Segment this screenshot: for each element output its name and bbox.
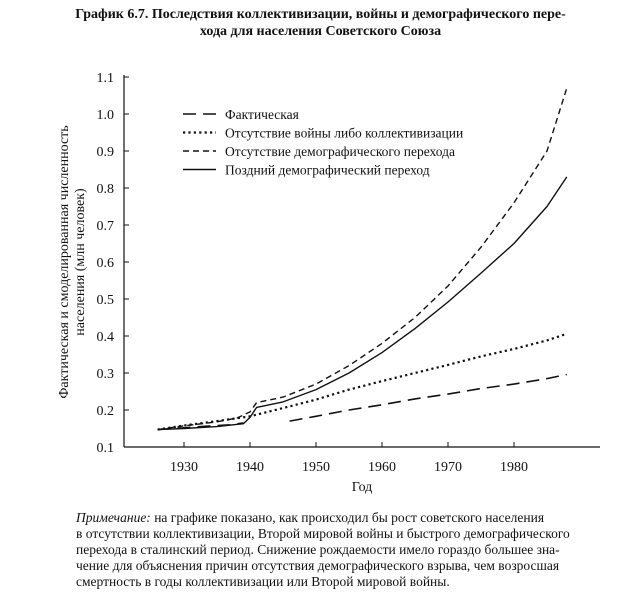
- legend-label: Отсутствие демографического перехода: [225, 144, 456, 159]
- y-tick-label: 0.6: [96, 256, 114, 271]
- y-tick-label: 1.1: [96, 71, 114, 86]
- x-tick-label: 1950: [302, 460, 330, 475]
- y-tick-label: 1.0: [96, 108, 114, 123]
- x-axis-label: Год: [351, 480, 373, 495]
- y-tick-label: 0.8: [96, 182, 114, 197]
- note-label: Примечание:: [76, 510, 151, 525]
- chart-legend: [183, 107, 463, 178]
- x-tick-label: 1930: [170, 460, 198, 475]
- x-tick-label: 1970: [434, 460, 462, 475]
- note-line-1: [76, 510, 624, 526]
- y-tick-label: 0.4: [96, 330, 114, 345]
- figure-note: [76, 510, 624, 590]
- note-line-5: смертность в годы коллективизации или Второй мировой войны.: [76, 574, 450, 589]
- y-tick-label: 0.3: [96, 367, 114, 382]
- legend-label: Поздний демографический переход: [225, 162, 430, 178]
- note-line-2: в отсутствии коллективизации, Второй мировой войны и быстрого демографического: [76, 526, 570, 541]
- y-tick-label: 0.5: [96, 293, 114, 308]
- note-line-3: перехода в сталинский период. Снижение рождаемости имело гораздо большее зна-: [76, 542, 560, 557]
- x-tick-label: 1940: [236, 460, 264, 475]
- legend-label: Фактическая: [225, 107, 299, 122]
- chart-title-line-2: хода для населения Советского Союза: [199, 24, 442, 39]
- y-axis-label-line-2: населения (млн человек): [73, 188, 88, 336]
- y-tick-label: 0.2: [96, 404, 114, 419]
- x-tick-label: 1980: [500, 460, 528, 475]
- y-tick-label: 0.1: [96, 441, 114, 456]
- y-tick-label: 0.7: [96, 219, 114, 234]
- y-axis-label-line-1: Фактическая и смоделированная численность: [57, 125, 72, 399]
- chart-title-line-1: График 6.7. Последствия коллективизации, войны и демографического пере-: [75, 7, 566, 22]
- note-line-4: чение для объяснения причин отсутствия демографического взрыва, чем возросшая: [76, 558, 560, 573]
- series-line-2: [158, 334, 567, 430]
- note-line-1-text: на графике показано, как происходил бы рост советского населения: [150, 510, 545, 525]
- y-axis-label: [57, 125, 88, 398]
- legend-label: Отсутствие войны либо коллективизации: [225, 125, 464, 141]
- y-tick-label: 0.9: [96, 145, 114, 160]
- x-tick-label: 1960: [368, 460, 396, 475]
